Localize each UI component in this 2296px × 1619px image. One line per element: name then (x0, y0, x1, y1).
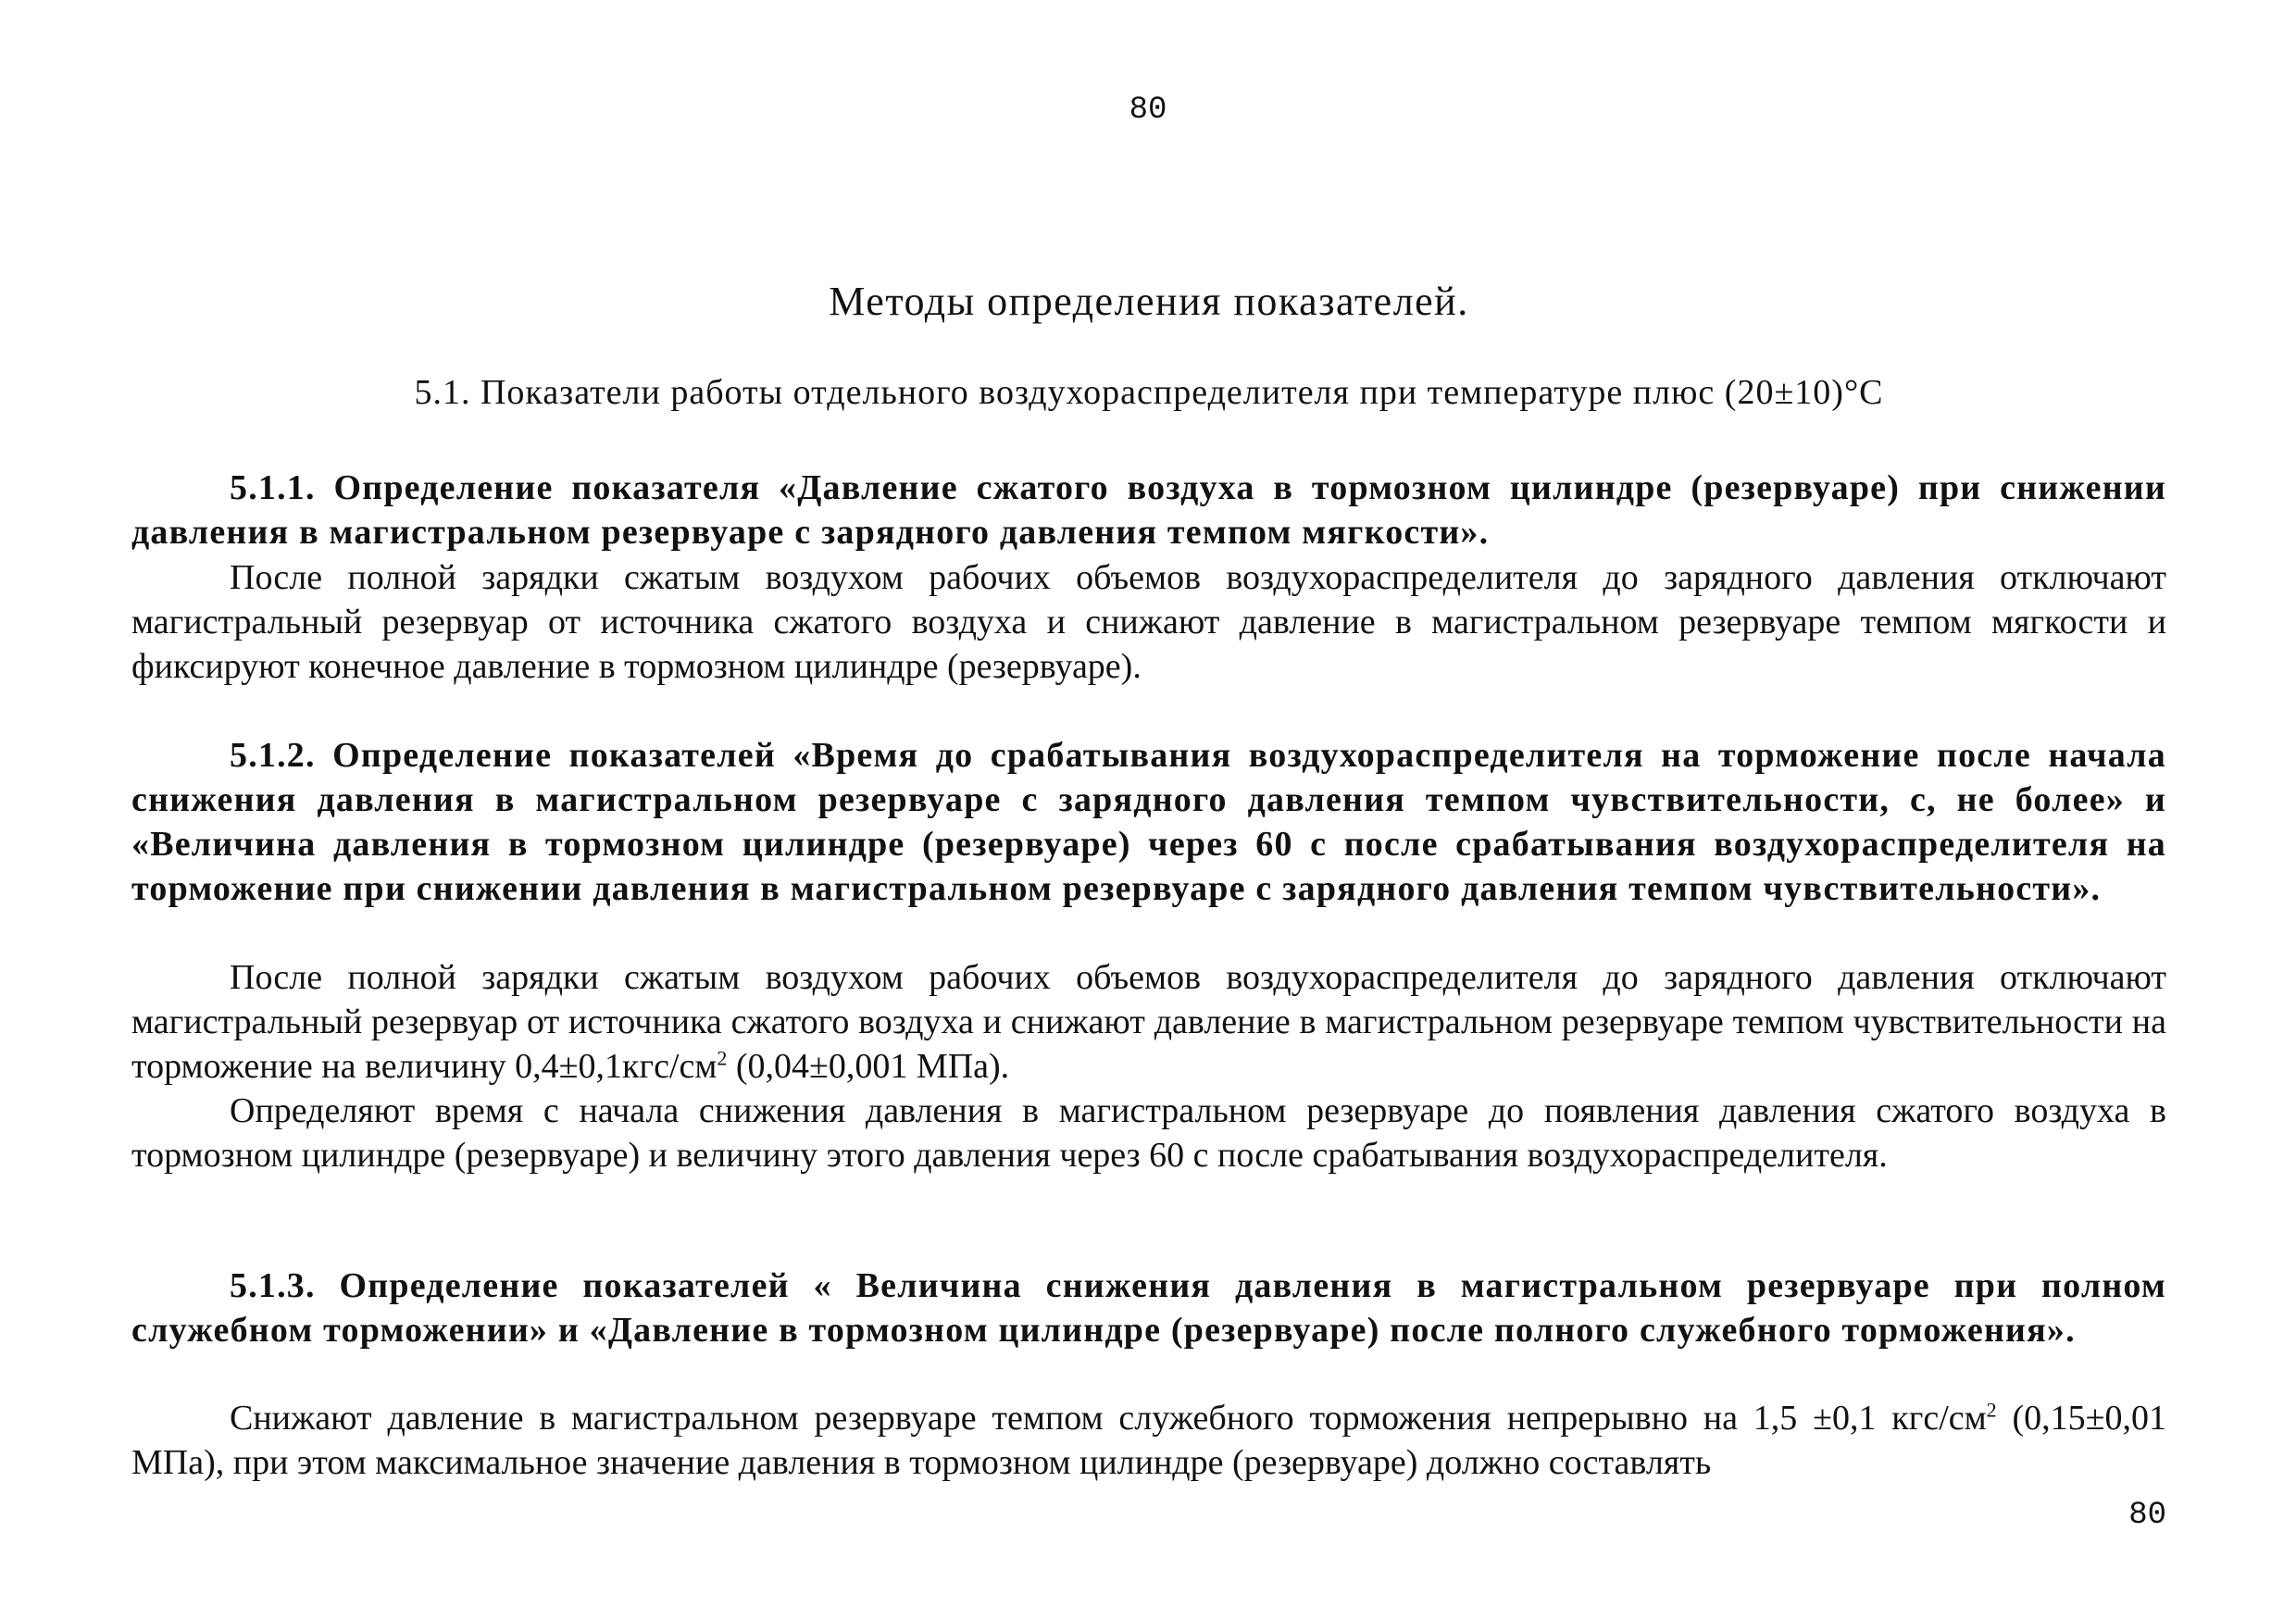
page-number-bottom: 80 (2128, 1498, 2166, 1533)
section-5-1-2-paragraph-1-text: После полной зарядки сжатым воздухом рабочих объемов воздухораспределителя до зарядного давления отключают магистральный резервуар от источника сжатого воздуха и снижают давление в магистральном резервуаре темпом чувствительности на торможение на величину 0,4±0,1кгс/см (131, 958, 2166, 1086)
page-number-top: 80 (1129, 93, 1167, 128)
section-5-1-2-paragraph-1 (131, 955, 2166, 1089)
section-5-1-3-heading: 5.1.3. Определение показателей « Величина снижения давления в магистральном резервуаре при полном служебном торможении» и «Давление в тормозном цилиндре (резервуаре) после полного служебного торможения». (131, 1266, 2166, 1350)
section-5-1-2-paragraph-2: Определяют время с начала снижения давления в магистральном резервуаре до появления давления сжатого воздуха в тормозном цилиндре (резервуаре) и величину этого давления через 60 с после срабатывания воздухораспределителя. (131, 1091, 2166, 1175)
section-5-1-2-heading: 5.1.2. Определение показателей «Время до срабатывания воздухораспределителя на торможение после начала снижения давления в магистральном резервуаре с зарядного давления темпом чувствительности, с, не более» и «Величина давления в тормозном цилиндре (резервуаре) через 60 с после срабатывания воздухораспределителя на торможение при снижении давления в магистральном резервуаре с зарядного давления темпом чувствительности». (131, 736, 2166, 908)
section-5-1-3-paragraph-text: Снижают давление в магистральном резервуаре темпом служебного торможения непрерывно на 1,5 ±0,1 кгс/см (230, 1399, 1987, 1438)
section-5-1-1-heading: 5.1.1. Определение показателя «Давление сжатого воздуха в тормозном цилиндре (резервуаре) при снижении давления в магистральном резервуаре с зарядного давления темпом мягкости». (131, 468, 2166, 552)
section-5-1-heading: 5.1. Показатели работы отдельного воздухораспределителя при температуре плюс (20±10)°С (414, 373, 1884, 412)
document-title: Методы определения показателей. (829, 279, 1469, 324)
section-5-1-3-paragraph (131, 1396, 2166, 1485)
section-5-1-2-paragraph-1-tail: (0,04±0,001 МПа). (727, 1047, 1010, 1086)
superscript-2: 2 (717, 1046, 728, 1070)
superscript-2: 2 (1986, 1398, 1997, 1422)
section-5-1-1-paragraph: После полной зарядки сжатым воздухом рабочих объемов воздухораспределителя до зарядного давления отключают магистральный резервуар от источника сжатого воздуха и снижают давление в магистральном резервуаре темпом мягкости и фиксируют конечное давление в тормозном цилиндре (резервуаре). (131, 558, 2166, 686)
section-5-1-3-paragraph-tail: (0,15±0,01 МПа), при этом максимальное значение давления в тормозном цилиндре (резервуаре) должно составлять (131, 1399, 2167, 1482)
